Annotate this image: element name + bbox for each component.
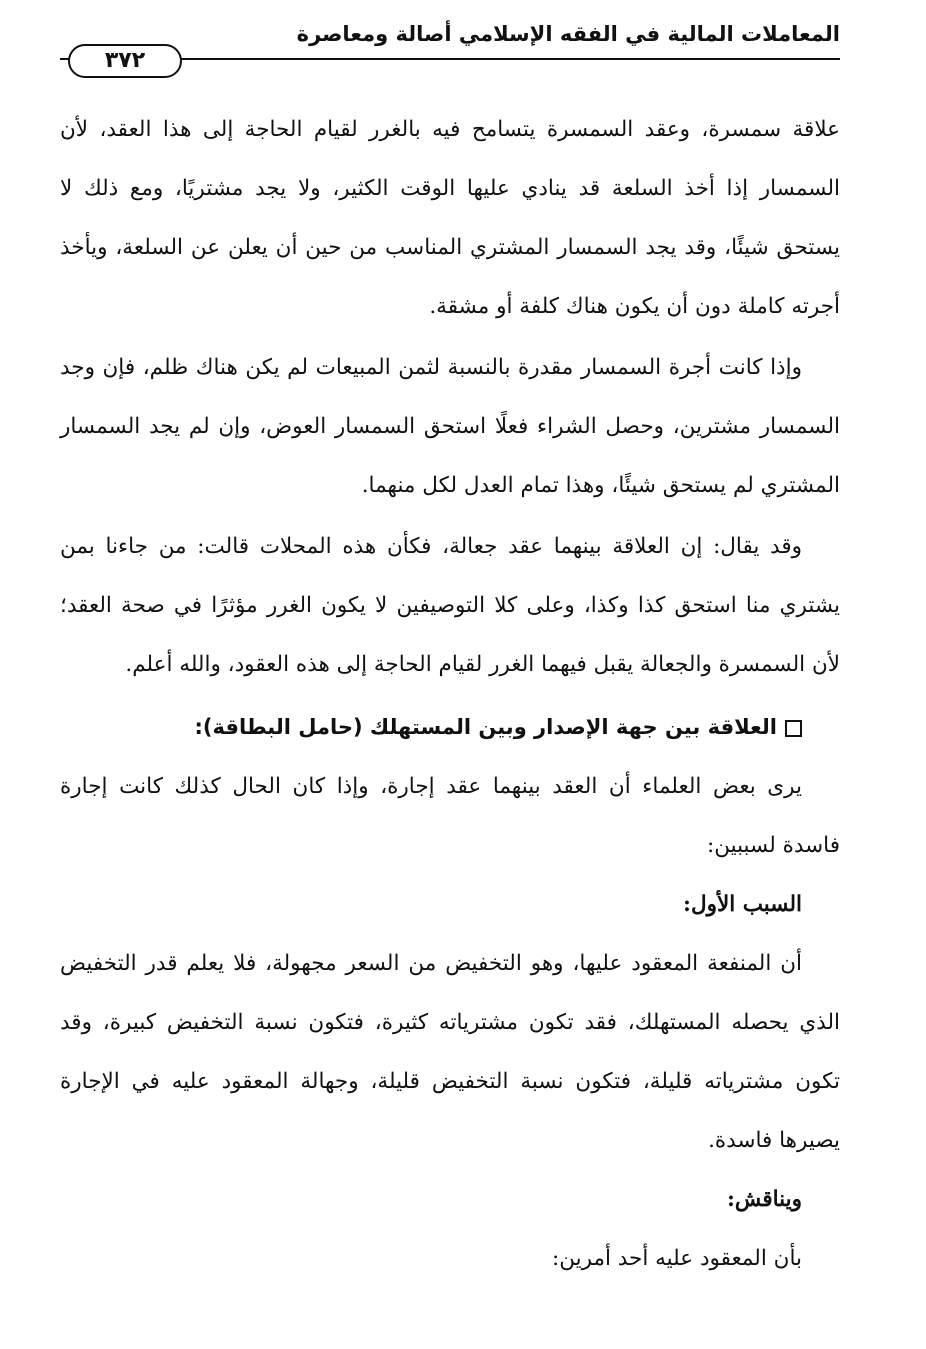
page-number: ٣٧٢	[68, 44, 182, 78]
paragraph-5: أن المنفعة المعقود عليها، وهو التخفيض من السعر مجهولة، فلا يعلم قدر التخفيض الذي يحصله المستهلك، فقد تكون مشترياته كثيرة، فتكون نسبة التخفيض كبيرة، وقد تكون مشترياته قليلة، فتكون نسبة التخفيض قليلة، وجهالة المعقود عليه في الإجارة يصيرها فاسدة.	[60, 951, 840, 1153]
paragraph-6: بأن المعقود عليه أحد أمرين:	[551, 1246, 802, 1271]
paragraph-1: علاقة سمسرة، وعقد السمسرة يتسامح فيه بالغرر لقيام الحاجة إلى هذا العقد، لأن السمسار إذا أخذ السلعة قد ينادي عليها الوقت الكثير، ولا يجد مشتريًا، ومع ذلك لا يستحق شيئًا، وقد يجد السمسار المشتري المناسب من حين أن يعلن عن السلعة، ويأخذ أجرته كاملة دون أن يكون هناك كلفة أو مشقة.	[60, 117, 840, 319]
paragraph-4: يرى بعض العلماء أن العقد بينهما عقد إجارة، وإذا كان الحال كذلك كانت إجارة فاسدة لسببين:	[60, 774, 840, 858]
section-heading-text: العلاقة بين جهة الإصدار وبين المستهلك (حامل البطاقة):	[194, 715, 777, 739]
subheading-first-reason: السبب الأول:	[683, 892, 802, 917]
checkbox-icon	[785, 720, 802, 737]
paragraph-3: وقد يقال: إن العلاقة بينهما عقد جعالة، فكأن هذه المحلات قالت: من جاءنا بمن يشتري منا استحق كذا وكذا، وعلى كلا التوصيفين لا يكون الغرر مؤثرًا في صحة العقد؛ لأن السمسرة والجعالة يقبل فيهما الغرر لقيام الحاجة إلى هذه العقود، والله أعلم.	[60, 534, 840, 677]
subheading-discussion: ويناقش:	[726, 1187, 802, 1212]
section-heading	[60, 698, 840, 757]
page-header	[60, 22, 840, 82]
running-title: المعاملات المالية في الفقه الإسلامي أصالة ومعاصرة	[296, 22, 840, 46]
paragraph-2: وإذا كانت أجرة السمسار مقدرة بالنسبة لثمن المبيعات لم يكن هناك ظلم، فإن وجد السمسار مشترين، وحصل الشراء فعلًا استحق السمسار العوض، وإن لم يجد السمسار المشتري لم يستحق شيئًا، وهذا تمام العدل لكل منهما.	[60, 355, 840, 498]
page-body	[60, 100, 840, 1288]
